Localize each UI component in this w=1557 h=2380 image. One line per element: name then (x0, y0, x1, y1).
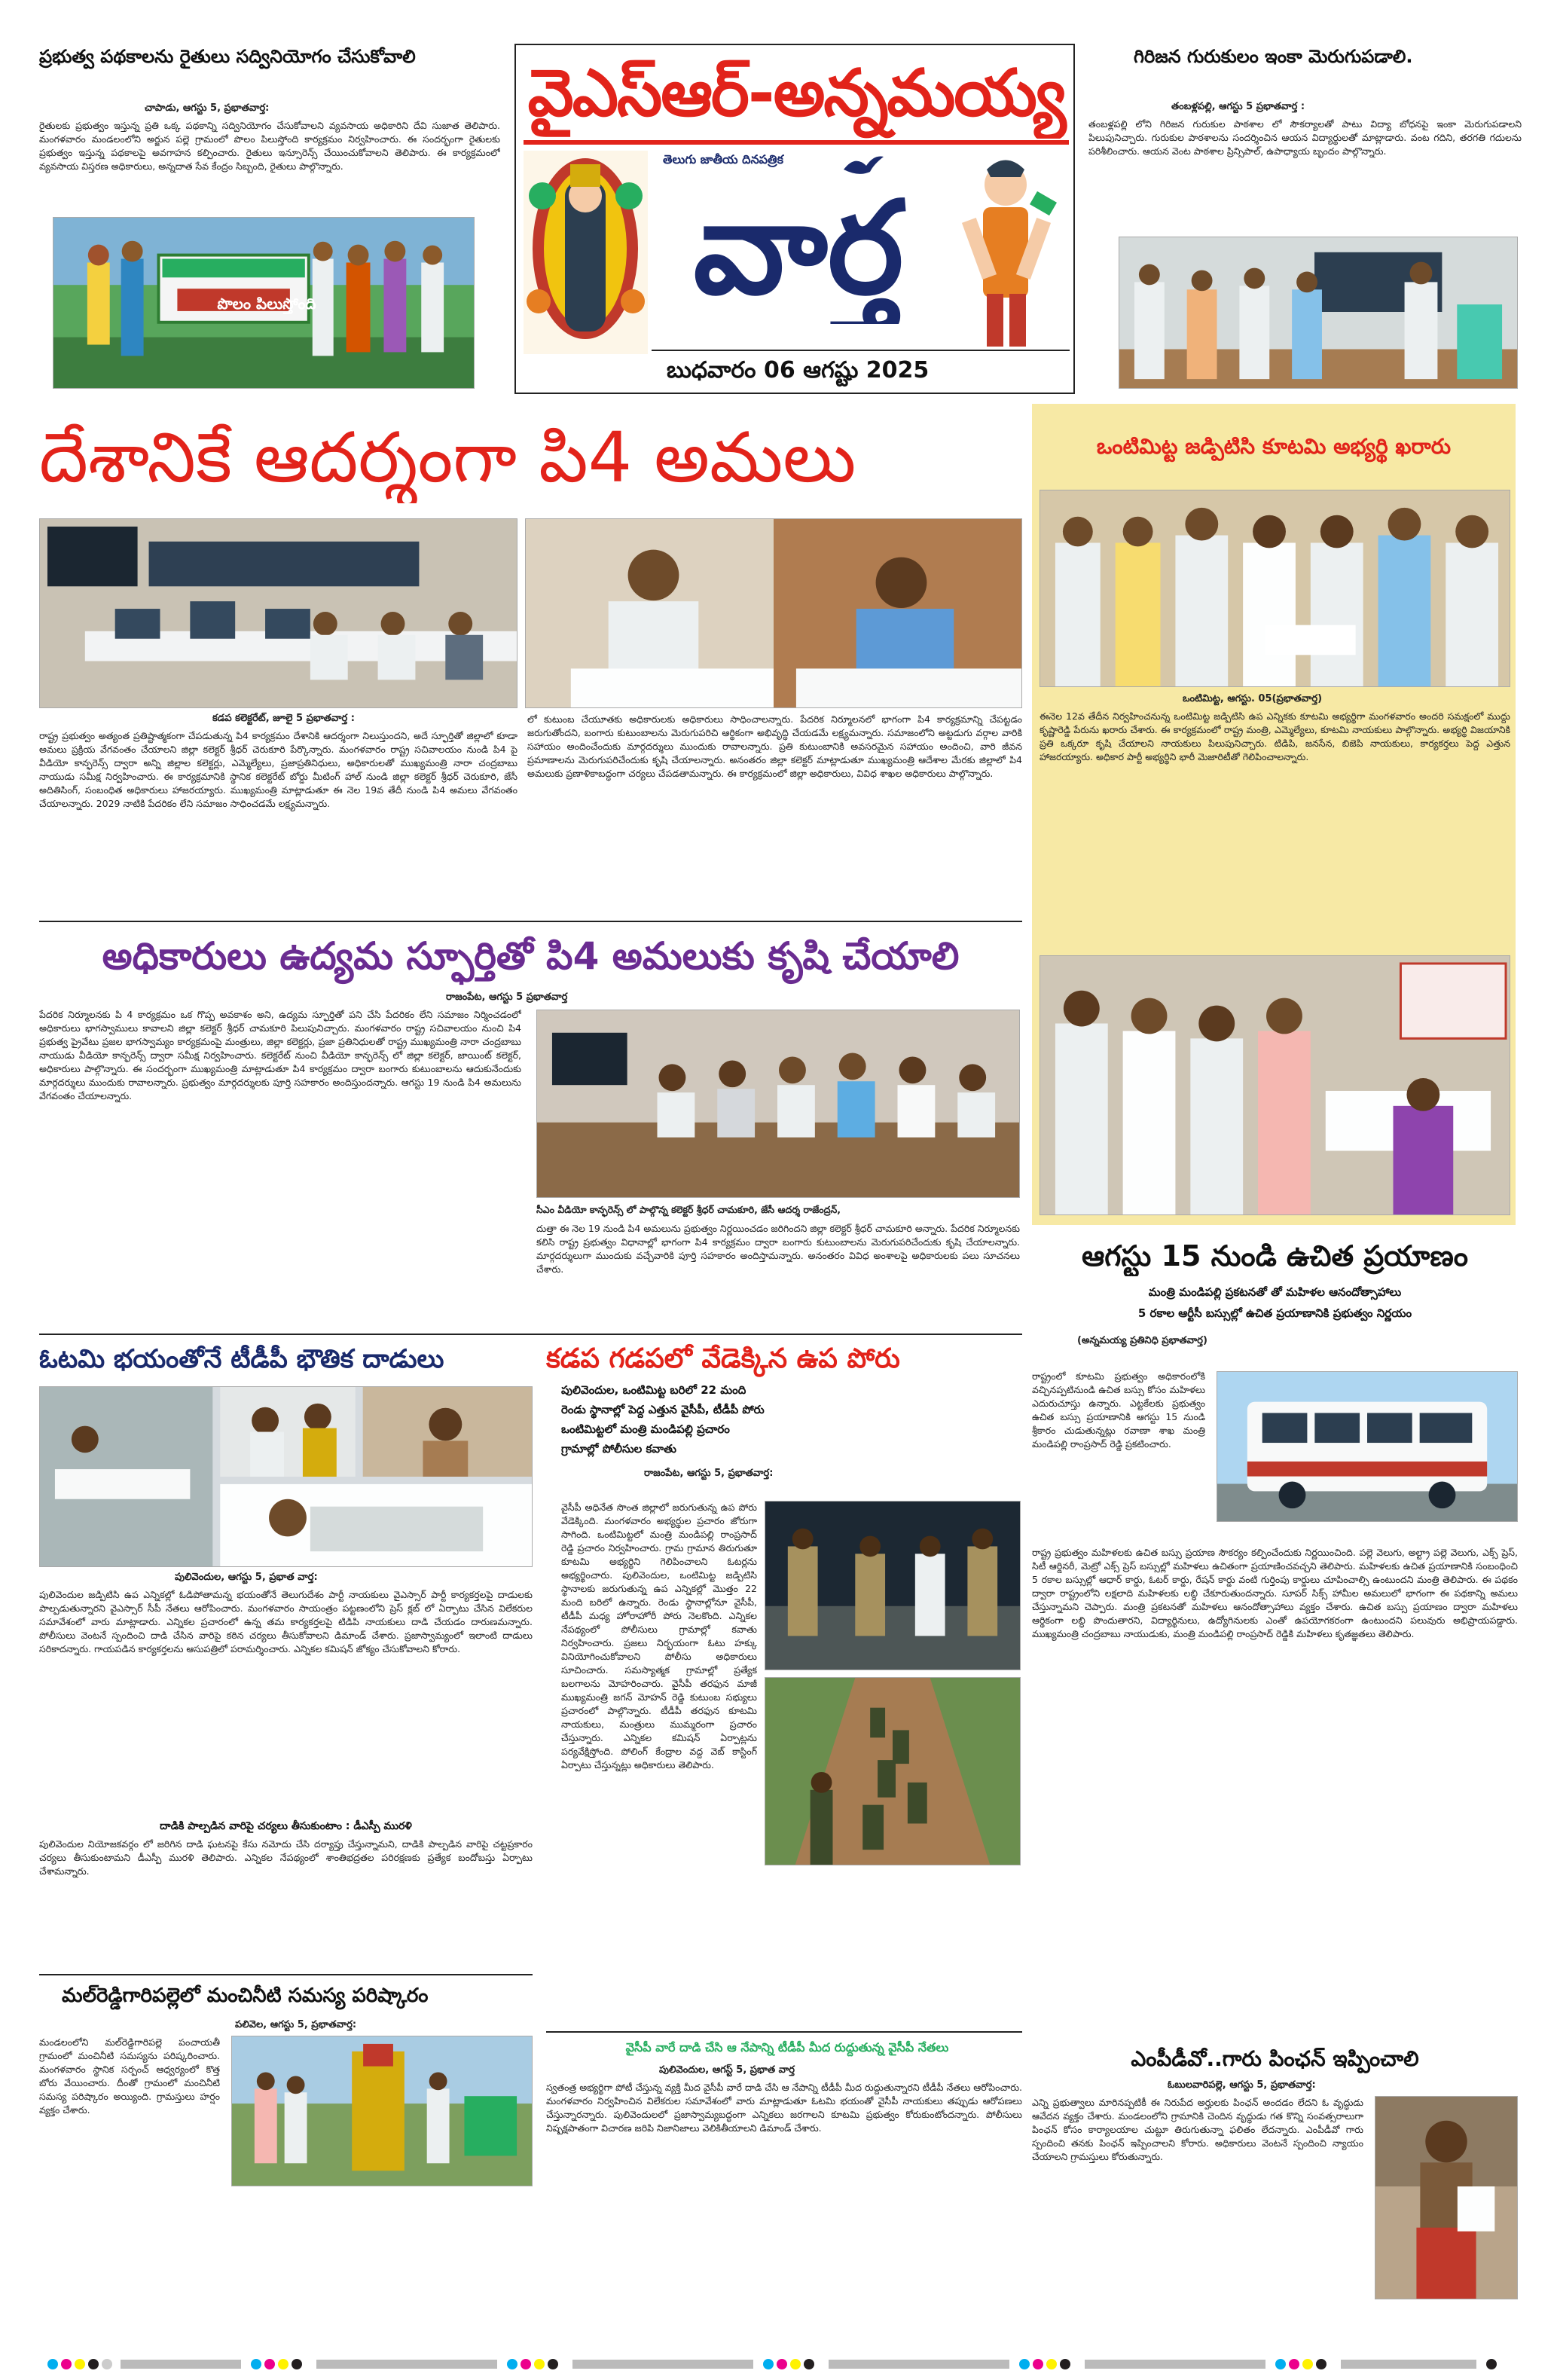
ysrcp-dateline: పులివెందుల, ఆగస్ట్ 5, ప్రభాత వార్త (659, 2064, 795, 2076)
main-dateline: కడప కలెక్టరేట్, జూలై 5 ప్రభాతవార్త : (212, 713, 355, 724)
main-collector-photo (525, 518, 1022, 708)
kadapa-dateline: రాజంపేట, ఆగస్టు 5, ప్రభాతవార్త: (644, 1468, 774, 1479)
right-story1-photo-2 (1040, 955, 1510, 1215)
kadapa-sub4: గ్రామాల్లో పోలీసుల కవాతు (561, 1442, 676, 1456)
water-headline: మల్‌రెడ్డిగారిపల్లెలో మంచినీటి సమస్య పరిష్కారం (62, 1984, 429, 2007)
top-right-story (1088, 47, 1522, 393)
right-story1-headline: ఒంటిమిట్ట జడ్పిటిసి కూటమి అభ్యర్థి ఖరారు (1096, 434, 1452, 459)
top-right-dateline: తంబళ్లపల్లి, ఆగస్టు 5 ప్రభాతవార్త : (1171, 101, 1305, 112)
masthead (514, 44, 1075, 394)
tdp-story (39, 1572, 533, 1971)
annamayya-illustration (942, 151, 1070, 354)
divider-ysrcp (546, 2031, 1022, 2033)
free-travel-sub2: 5 రకాల ఆర్టీసీ బస్సుల్లో ఉచిత ప్రయాణానికి ప్రభుత్వం నిర్ణయం (1137, 1306, 1412, 1320)
water-dateline: పలివెల, ఆగస్టు 5, ప్రభాతవార్త: (235, 2019, 357, 2030)
top-left-headline: ప్రభుత్వ పథకాలను రైతులు సద్వినియోగం చేసుకోవాలి (39, 46, 416, 67)
second-photo-caption: సీఎం వీడియో కాన్ఫరెన్స్ లో పాల్గొన్న కలెక్టర్ శ్రీధర్ చామకూరి, జేసీ ఆదర్శ రాజేంద్రన్, (536, 1204, 841, 1215)
annamayya-image (942, 151, 1070, 354)
top-right-body: తంబళ్లపల్లి లోని గిరిజన గురుకుల పాఠశాల లో సౌకర్యాలతో పాటు విద్యా బోధనపై ఇంకా మెరుగుపడాలని పిలుపునిచ్చారు. గురుకుల పాఠశాలను సందర్శించిన ఆయన విద్యార్థులతో మాట్లాడారు. వంట గదిని, తరగతి గదులను పరిశీలించారు. ఆయన వెంట పాఠశాల ప్రిన్సిపాల్, ఉపాధ్యాయ బృందం పాల్గొన్నారు. (1088, 118, 1522, 157)
top-left-body: రైతులకు ప్రభుత్వం ఇస్తున్న ప్రతి ఒక్క పథకాన్ని సద్వినియోగం చేసుకోవాలని వ్యవసాయ అధికారిని దేవి సుజాత తెలిపారు. మంగళవారం మండలంలోని అర్జున పల్లె గ్రామంలో పొలం పిలుస్తోంది కార్యక్రమం నిర్వహించారు. ఈ సందర్భంగా రైతులకు ప్రభుత్వం ఇస్తున్న పథకాలపై అవగాహన కల్పించారు. రైతులు ఇన్సూరెన్స్ చేయించుకోవాలని తెలిపారు. ఈ కార్యక్రమంలో వ్యవసాయ విస్తరణ అధికారులు, అన్నదాత సేవ కేంద్రం సిబ్బంది, రైతులు పాల్గొన్నారు. (39, 120, 500, 172)
free-travel-body-top: రాష్ట్రంలో కూటమి ప్రభుత్వం అధికారంలోకి వచ్చినప్పటినుండి ఉచిత బస్సు కోసం మహిళలు ఎదురుచూస్తు ఉన్నారు. ఎట్టకేలకు ప్రభుత్వం ఉచిత బస్సు ప్రయాణానికి ఆగస్టు 15 నుండి శ్రీకారం చుడుతున్నట్లు రవాణా శాఖ మంత్రి మండిపల్లి రాంప్రసాద్ రెడ్డి ప్రకటించారు. (1032, 1370, 1205, 1450)
second-dateline: రాజంపేట, ఆగస్టు 5 ప్రభాతవార్త (446, 991, 568, 1003)
kadapa-body: వైసీపీ అధినేత సొంత జిల్లాలో జరుగుతున్న ఉప పోరు వేడెక్కింది. మంగళవారం అభ్యర్థుల ప్రచారం జోరుగా సాగింది. ఒంటిమిట్టలో మంత్రి మండిపల్లి రాంప్రసాద్ రెడ్డి ప్రచారం నిర్వహించారు. గ్రామ గ్రామాన తిరుగుతూ కూటమి అభ్యర్థిని గెలిపించాలని ఓటర్లను అభ్యర్థించారు. పులివెందుల, ఒంటిమిట్ట జడ్పిటిసి స్థానాలకు జరుగుతున్న ఉప ఎన్నికల్లో మొత్తం 22 మంది బరిలో ఉన్నారు. రెండు స్థానాల్లోనూ వైసీపీ, టీడీపీ మధ్య హోరాహోరీ పోరు నెలకొంది. ఎన్నికల నేపథ్యంలో పోలీసులు గ్రామాల్లో కవాతు నిర్వహించారు. ప్రజలు నిర్భయంగా ఓటు హక్కు వినియోగించుకోవాలని పోలీసు అధికారులు సూచించారు. సమస్యాత్మక గ్రామాల్లో ప్రత్యేక బలగాలను మోహరించారు. వైసీపీ తరఫున మాజీ ముఖ్యమంత్రి జగన్ మోహన్ రెడ్డి కుటుంబ సభ్యులు ప్రచారంలో పాల్గొన్నారు. టీడీపీ తరఫున కూటమి నాయకులు, మంత్రులు ముమ్మరంగా ప్రచారం చేస్తున్నారు. ఎన్నికల కమిషన్ ఏర్పాట్లను పర్యవేక్షిస్తోంది. పోలింగ్ కేంద్రాల వద్ద వెబ్ కాస్టింగ్ ఏర్పాటు చేస్తున్నట్లు అధికారులు తెలిపారు. (561, 1502, 757, 1770)
kadapa-sub2: రెండు స్థానాల్లో పెద్ద ఎత్తున వైసీపీ, టీడీపీ పోరు (561, 1403, 765, 1416)
divider-second (39, 921, 1022, 922)
tdp-body2: పులివెందుల నియోజకవర్గం లో జరిగిన దాడి ఘటనపై కేసు నమోదు చేసి దర్యాప్తు చేస్తున్నామని, దాడికి పాల్పడిన వారిపై చట్టప్రకారం చర్యలు తీసుకుంటామని డీఎస్పీ మురళి తెలిపారు. ఎన్నికల నేపథ్యంలో శాంతిభద్రతల పరిరక్షణకు ప్రత్యేక బందోబస్తు ఏర్పాటు చేశామన్నారు. (39, 1838, 533, 1877)
kadapa-story (561, 1383, 1022, 2031)
masthead-logo-word: వార్త (693, 174, 904, 323)
top-left-dateline: చాపాడు, ఆగస్టు 5, ప్రభాతవార్త: (145, 102, 270, 114)
free-travel-sub1: మంత్రి మండిపల్లి ప్రకటనతో తో మహిళల ఆనందోత్సాహాలు (1148, 1285, 1402, 1299)
color-registration-strip (45, 2358, 1514, 2370)
kadapa-police-photo-1 (765, 1501, 1021, 1670)
free-travel-body: రాష్ట్ర ప్రభుత్వం మహిళలకు ఉచిత బస్సు ప్రయాణ సౌకర్యం కల్పించేందుకు నిర్ణయించింది. పల్లె వెలుగు, అల్ట్రా పల్లె వెలుగు, ఎక్స్ ప్రెస్, సిటీ ఆర్డినరీ, మెట్రో ఎక్స్ ప్రెస్ బస్సుల్లో మహిళలు ఉచితంగా ప్రయాణించవచ్చని తెలిపారు. మహిళలకు ఉచిత ప్రయాణానికి సంబంధించి 5 రకాల బస్సుల్లో ఆధార్ కార్డు, ఓటర్ కార్డు, రేషన్ కార్డు వంటి గుర్తింపు కార్డులు చూపించాల్సి ఉంటుందని మంత్రి తెలిపారు. ఈ పథకం ద్వారా రాష్ట్రంలోని లక్షలాది మహిళలకు లబ్ధి చేకూరుతుందన్నారు. సూపర్ సిక్స్ హామీల అమలులో భాగంగా ఈ పథకాన్ని అమలు చేస్తున్నామని చెప్పారు. మంత్రి ప్రకటనతో మహిళలు ఆనందోత్సాహాలు వ్యక్తం చేశారు. ఉచిత బస్సు ప్రయాణం ద్వారా మహిళలు ఆర్థికంగా లబ్ధి పొందుతారని, విద్యార్థినులు, ఉద్యోగినులకు ఎంతో ఉపయోగకరంగా ఉంటుందని పలువురు అభిప్రాయపడ్డారు. ముఖ్యమంత్రి చంద్రబాబు నాయుడుకు, మంత్రి మండిపల్లి రాంప్రసాద్ రెడ్డికి మహిళలు కృతజ్ఞతలు తెలిపారు. (1032, 1547, 1518, 1639)
second-body-left: పేదరిక నిర్మూలనకు పి 4 కార్యక్రమం ఒక గొప్ప అవకాశం అని, ఉద్యమ స్ఫూర్తితో పని చేసి పేదరికం లేని సమాజం నిర్మించడంలో అధికారులు భాగస్వాములు కావాలని జిల్లా కలెక్టర్ శ్రీధర్ చామకూరి పిలుపునిచ్చారు. మంగళవారం రాష్ట్ర సచివాలయం నుంచి పి4 ప్రభుత్వ ప్రైవేటు ప్రజల భాగస్వామ్యం కార్యక్రమంపై మంత్రులు, జిల్లా కలెక్టర్లు, ప్రజా ప్రతినిధులతో రాష్ట్ర ముఖ్యమంత్రి నారా చంద్రబాబు నాయుడు వీడియో కాన్ఫరెన్స్ ద్వారా సమీక్ష నిర్వహించారు. కలెక్టరేట్ నుంచి వీడియో కాన్ఫరెన్స్ లో జిల్లా కలెక్టర్, జాయింట్ కలెక్టర్, అధికారులు పాల్గొన్నారు. ఈ సందర్భంగా ముఖ్యమంత్రి మాట్లాడుతూ పి4 కార్యక్రమం ద్వారా బంగారు కుటుంబాలను ఆదుకునేందుకు మార్గదర్శులు ముందుకు రావాలన్నారు. ప్రభుత్వం మార్గదర్శులకు పూర్తి సహకారం అందిస్తుందన్నారు. ఆగస్టు 19 నుండి పి4 అమలును వేగవంతం చేయాలన్నారు. (39, 1009, 521, 1101)
main-headline: దేశానికే ఆదర్శంగా పి4 అమలు (39, 417, 856, 498)
right-story1-body: ఈనెల 12వ తేదీన నిర్వహించనున్న ఒంటిమిట్ట జడ్పిటిసి ఉప ఎన్నికకు కూటమి అభ్యర్థిగా మంగళవారం అందరి సమక్షంలో ముద్దు కృష్ణారెడ్డి పేరును ఖరారు చేశారు. ఈ కార్యక్రమంలో రాష్ట్ర మంత్రి, ఎమ్మెల్యేలు, కూటమి నాయకులు పాల్గొన్నారు. అభ్యర్థి విజయానికి ప్రతి ఒక్కరూ కృషి చేయాలని నాయకులు పిలుపునిచ్చారు. టిడిపి, జనసేన, బిజెపి నాయకులు, కార్యకర్తలు పెద్ద ఎత్తున హాజరయ్యారు. అధికార పార్టీ అభ్యర్థిని భారీ మెజారిటీతో గెలిపించాలన్నారు. (1040, 710, 1510, 762)
tdp-dateline: పులివెందుల, ఆగస్టు 5, ప్రభాత వార్త: (175, 1572, 318, 1583)
kadapa-headline: కడప గడపలో వేడెక్కిన ఉప పోరు (546, 1343, 900, 1374)
main-story-columns (39, 713, 1022, 916)
masthead-red-bar (524, 140, 1069, 145)
right-story1-dateline: ఒంటిమిట్ట, ఆగస్టు. 05(ప్రభాతవార్త) (1183, 693, 1323, 704)
masthead-tagline: తెలుగు జాతీయ దినపత్రిక (663, 152, 783, 167)
tdp-photo (39, 1386, 533, 1567)
main-body-left: రాష్ట్ర ప్రభుత్వం అత్యంత ప్రతిష్టాత్మకంగా చేపడుతున్న పి4 కార్యక్రమం దేశానికి ఆదర్శంగా నిలుస్తుందని, అదే స్ఫూర్తితో జిల్లాలో కూడా అమలు ప్రక్రియ వేగవంతం చేయాలని జిల్లా కలెక్టర్ శ్రీధర్ చెరుకూరి పేర్కొన్నారు. మంగళవారం రాష్ట్ర సచివాలయం నుండి పి4 పై వీడియో కాన్ఫరెన్స్ ద్వారా అన్ని జిల్లాల కలెక్టర్లు, ఎమ్మెల్యేలు, ప్రజాప్రతినిధులు, అధికారులతో ముఖ్యమంత్రి నారా చంద్రబాబు నాయుడు సమీక్ష నిర్వహించారు. ఈ కార్యక్రమానికి స్థానిక కలెక్టరేట్ బోర్డు మీటింగ్ హాల్ నుండి జిల్లా కలెక్టర్ శ్రీధర్ చెరుకూరి, జేసీ అదితిసింగ్, సంబంధిత అధికారులు హాజరయ్యారు. ముఖ్యమంత్రి మాట్లాడుతూ ఈ నెల 19వ తేదీ నుండి పి4 అమలు వేగవంతం చేయాలన్నారు. 2029 నాటికి పేదరికం లేని సమాజం సాధించడమే లక్ష్యమన్నారు. (39, 730, 517, 809)
pension-headline: ఎంపీడీవో..గారు పింఛన్ ఇప్పించాలి (1131, 2046, 1419, 2071)
second-body-right: దుత్తా ఈ నెల 19 నుండి పి4 అమలును ప్రభుత్వం నిర్ణయించడం జరిగిందని జిల్లా కలెక్టర్ శ్రీధర్ చామకూరి అన్నారు. పేదరిక నిర్మూలనకు కలిసి రాష్ట్ర ప్రభుత్వం విధానాల్లో భాగంగా పి4 కార్యక్రమం ద్వారా బంగారు కుటుంబాలను మెరుగుపరిచేందుకు కృషి చేయాలన్నారు. మార్గదర్శులుగా ముందుకు వచ్చేవారికి పూర్తి సహకారం అందిస్తామన్నారు. అనంతరం వివిధ అంశాలపై అధికారులకు పలు సూచనలు చేశారు. (536, 1223, 1020, 1275)
kadapa-police-photo-2 (765, 1677, 1021, 1865)
farm-banner-text: పొలం పిలుస్తోంది (217, 295, 316, 313)
divider-water (39, 1974, 533, 1975)
water-body: మండలంలోని మల్‌రెడ్డిగారిపల్లె పంచాయతీ గ్రామంలో మంచినీటి సమస్యను పరిష్కరించారు. మంగళవారం స్థానిక సర్పంచ్ ఆధ్వర్యంలో కొత్త బోరు వేయించారు. దీంతో గ్రామంలో మంచినీటి సమస్య పరిష్కారం అయ్యింది. గ్రామస్తులు హర్షం వ్యక్తం చేశారు. (39, 2036, 220, 2116)
right-story1-photo-1 (1040, 490, 1510, 687)
free-travel-story (1032, 1236, 1518, 2034)
bus-photo (1217, 1371, 1518, 1522)
gurukulam-photo (1119, 237, 1518, 389)
top-left-story (39, 47, 500, 393)
top-right-headline: గిరిజన గురుకులం ఇంకా మెరుగుపడాలి. (1134, 46, 1413, 67)
water-story (39, 2019, 533, 2343)
tdp-sub-headline: దాడికి పాల్పడిన వారిపై చర్యలు తీసుకుంటాం : డీఎస్పీ మురళి (160, 1820, 412, 1832)
pension-body: ఎన్ని ప్రభుత్వాలు మారినప్పటికీ ఈ నిరుపేద అర్హులకు పింఛన్ అందడం లేదని ఓ వృద్ధుడు ఆవేదన వ్యక్తం చేశారు. మండలంలోని గ్రామానికి చెందిన వృద్ధుడు గత కొన్ని సంవత్సరాలుగా పింఛన్ కోసం కార్యాలయాల చుట్టూ తిరుగుతున్నా ఫలితం లేదన్నారు. ఎంపీడీవో గారు స్పందించి తనకు పింఛన్ ఇప్పించాలని కోరారు. అధికారులు వెంటనే స్పందించి న్యాయం చేయాలని గ్రామస్తులు కోరుతున్నారు. (1032, 2097, 1363, 2162)
second-story (39, 991, 1022, 1327)
second-video-conference-photo (536, 1010, 1020, 1198)
second-headline: అధికారులు ఉద్యమ స్ఫూర్తితో పి4 అమలుకు కృషి చేయాలి (102, 934, 960, 978)
free-travel-dateline: (అన్నమయ్య ప్రతినిధి ప్రభాతవార్త) (1077, 1335, 1207, 1346)
masthead-date-bar (652, 350, 1070, 351)
masthead-title: వైఎస్ఆర్-అన్నమయ్య (527, 56, 1065, 131)
deity-image (524, 151, 648, 354)
tdp-body: పులివెందుల జడ్పిటిసి ఉప ఎన్నికల్లో ఓడిపోతామన్న భయంతోనే తెలుగుదేశం పార్టీ నాయకులు వైఎస్సార్ పార్టీ కార్యకర్తలపై దాడులకు పాల్పడుతున్నారని వైఎస్సార్ సీపీ నేతలు ఆరోపించారు. మంగళవారం సాయంత్రం పట్టణంలోని ప్రెస్ క్లబ్ లో ఏర్పాటు చేసిన విలేకరుల సమావేశంలో వారు మాట్లాడారు. ఎన్నికల ప్రచారంలో ఉన్న తమ కార్యకర్తలపై టిడిపి నాయకులు దాడి చేయడం దారుణమన్నారు. పోలీసులు వెంటనే స్పందించి దాడి చేసిన వారిపై కఠిన చర్యలు తీసుకోవాలని డిమాండ్ చేశారు. ప్రజాస్వామ్యంలో ఇలాంటి దాడులు సరికాదన్నారు. గాయపడిన కార్యకర్తలను ఆసుపత్రిలో పరామర్శించారు. ఎన్నికల కమిషన్ జోక్యం చేసుకోవాలని కోరారు. (39, 1589, 533, 1654)
deity-illustration (524, 151, 648, 354)
pension-dateline: ఓబులవారిపల్లె, ఆగస్టు 5, ప్రభాతవార్త: (1168, 2079, 1316, 2091)
main-body-right: లో కుటుంబ చేయూతకు అధికారులకు అధికారులు సాధించాలన్నారు. పేదరిక నిర్మూలనలో భాగంగా పి4 కార్యక్రమాన్ని చేపట్టడం జరుగుతోందని, బంగారు కుటుంబాలను మెరుగుపరిచి ఆర్థికంగా అభివృద్ధి చేయడమే లక్ష్యమన్నారు. సమాజంలోని అట్టడుగు వర్గాల వారికి సహాయం అందించేందుకు మార్గదర్శులు ముందుకు రావాలన్నారు. ప్రతి కుటుంబానికి అవసరమైన సహాయం అందించి, వారి జీవన ప్రమాణాలను మెరుగుపరిచేందుకు కృషి చేయాలన్నారు. అనంతరం జిల్లా కలెక్టర్ మాట్లాడుతూ ముఖ్యమంత్రి ఆదేశాల మేరకు జిల్లాలో పి4 అమలుకు ప్రణాళికాబద్ధంగా చర్యలు చేపడతామన్నారు. ఈ కార్యక్రమంలో జిల్లా అధికారులు, వివిధ శాఖల అధికారులు పాల్గొన్నారు. (527, 713, 1022, 779)
ysrcp-story (546, 2064, 1022, 2343)
ysrcp-headline: వైసీపీ వారే దాడి చేసి ఆ నేపాన్ని టీడీపీ మీద రుద్దుతున్న వైసీపీ నేతలు (625, 2040, 949, 2055)
water-borewell-photo (231, 2036, 533, 2186)
right-story1-text (1040, 693, 1510, 934)
tdp-headline: ఓటమి భయంతోనే టీడీపీ భౌతిక దాడులు (39, 1344, 444, 1374)
free-travel-headline: ఆగస్టు 15 నుండి ఉచిత ప్రయాణం (1081, 1239, 1469, 1272)
masthead-date: బుధవారం 06 ఆగష్టు 2025 (667, 357, 930, 383)
pension-elder-photo (1375, 2096, 1518, 2299)
kadapa-sub1: పులివెందుల, ఒంటిమిట్ట బరిలో 22 మంది (561, 1383, 746, 1397)
divider-lower (39, 1334, 1022, 1335)
main-video-conference-photo (39, 518, 517, 708)
kadapa-sub3: ఒంటిమిట్టలో మంత్రి మండిపల్లి ప్రచారం (561, 1422, 730, 1436)
ysrcp-body: స్వతంత్ర అభ్యర్థిగా పోటీ చేస్తున్న వ్యక్తి మీద వైసీపీ వారే దాడి చేసి ఆ నేపాన్ని టీడీపీ మీద రుద్దుతున్నారని టీడీపీ నేతలు ఆరోపించారు. మంగళవారం నిర్వహించిన విలేకరుల సమావేశంలో వారు మాట్లాడుతూ ఓటమి భయంతో వైసీపీ నాయకులు తప్పుడు ఆరోపణలు చేస్తున్నారన్నారు. పులివెందులలో ప్రజాస్వామ్యబద్ధంగా ఎన్నికలు జరగాలని కూటమి ప్రభుత్వం కోరుకుంటోందన్నారు. పోలీసులు నిష్పక్షపాతంగా విచారణ జరిపి నిజానిజాలు వెలికితీయాలని డిమాండ్ చేశారు. (546, 2082, 1022, 2134)
pension-story (1032, 2079, 1518, 2343)
